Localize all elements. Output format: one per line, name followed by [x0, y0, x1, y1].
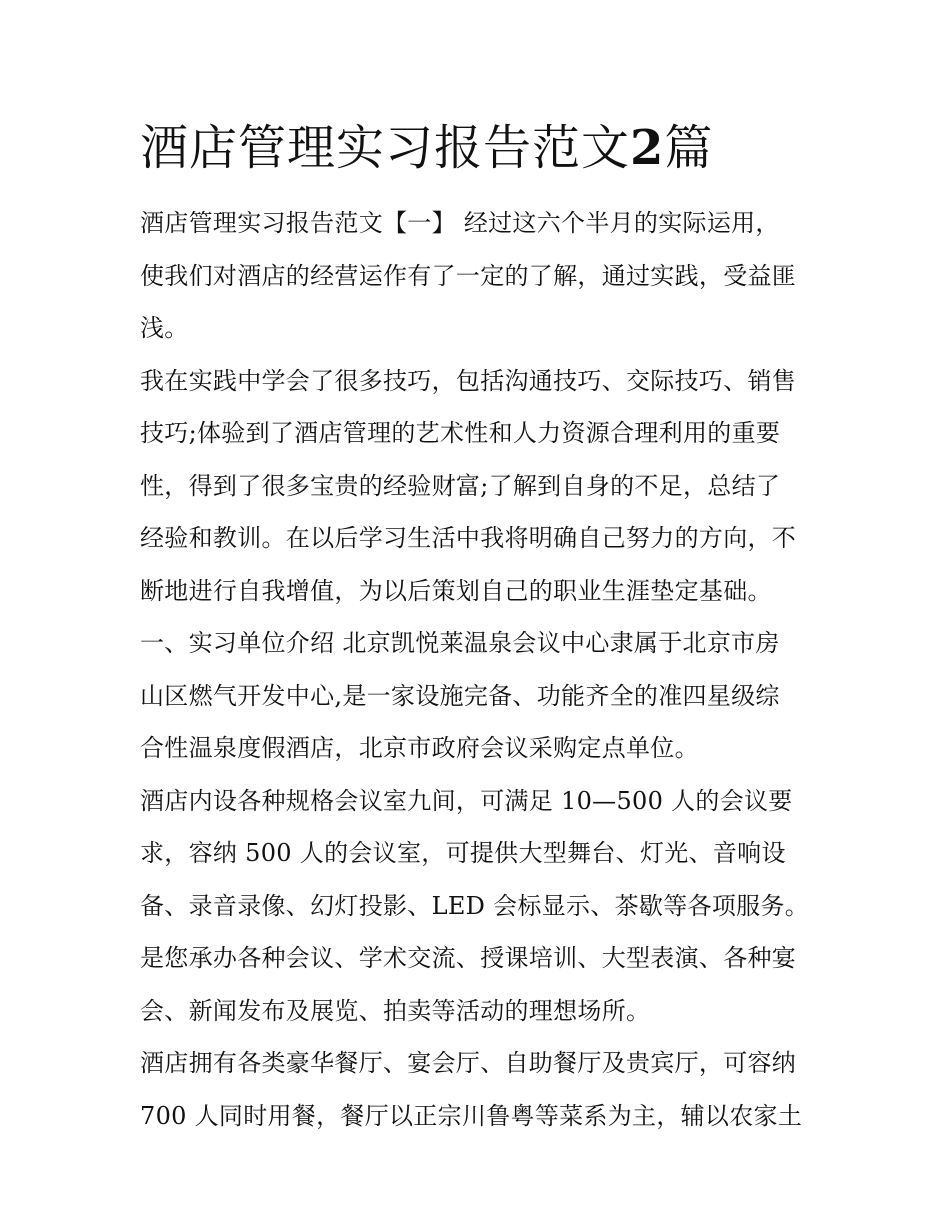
body-line: 备、录音录像、幻灯投影、LED 会标显示、茶歇等各项服务。	[140, 891, 810, 920]
body-line: 性，得到了很多宝贵的经验财富;了解到自身的不足，总结了	[140, 471, 781, 500]
body-line: 一、实习单位介绍 北京凯悦莱温泉会议中心隶属于北京市房	[140, 629, 780, 657]
body-line: 酒店内设各种规格会议室九间，可满足 10—500 人的会议要	[140, 786, 793, 815]
body-line: 浅。	[140, 314, 189, 342]
body-line: 断地进行自我增值，为以后策划自己的职业生涯垫定基础。	[140, 576, 772, 605]
body-line: 我在实践中学会了很多技巧，包括沟通技巧、交际技巧、销售	[140, 366, 797, 395]
title-suffix: 篇	[664, 120, 714, 176]
body-line: 合性温泉度假酒店，北京市政府会议采购定点单位。	[140, 734, 699, 762]
body-line: 山区燃气开发中心,是一家设施完备、功能齐全的准四星级综	[140, 681, 780, 710]
body-line: 使我们对酒店的经营运作有了一定的了解，通过实践，受益匪	[140, 261, 797, 290]
document-title	[140, 116, 820, 180]
body-line: 是您承办各种会议、学术交流、授课培训、大型表演、各种宴	[140, 944, 797, 972]
body-line: 经验和教训。在以后学习生活中我将明确自己努力的方向，不	[140, 524, 797, 552]
body-line: 技巧;体验到了酒店管理的艺术性和人力资源合理利用的重要	[140, 419, 781, 447]
document-body	[140, 197, 810, 1142]
body-line: 700 人同时用餐，餐厅以正宗川鲁粤等菜系为主，辅以农家土	[140, 1101, 803, 1130]
body-line: 酒店拥有各类豪华餐厅、宴会厅、自助餐厅及贵宾厅，可容纳	[140, 1049, 797, 1077]
body-line: 酒店管理实习报告范文【一】 经过这六个半月的实际运用，	[140, 209, 780, 237]
title-number: 2	[630, 120, 665, 176]
body-line: 求，容纳 500 人的会议室，可提供大型舞台、灯光、音响设	[140, 839, 786, 867]
title-text: 酒店管理实习报告范文	[140, 120, 631, 176]
body-line: 会、新闻发布及展览、拍卖等活动的理想场所。	[140, 996, 651, 1025]
